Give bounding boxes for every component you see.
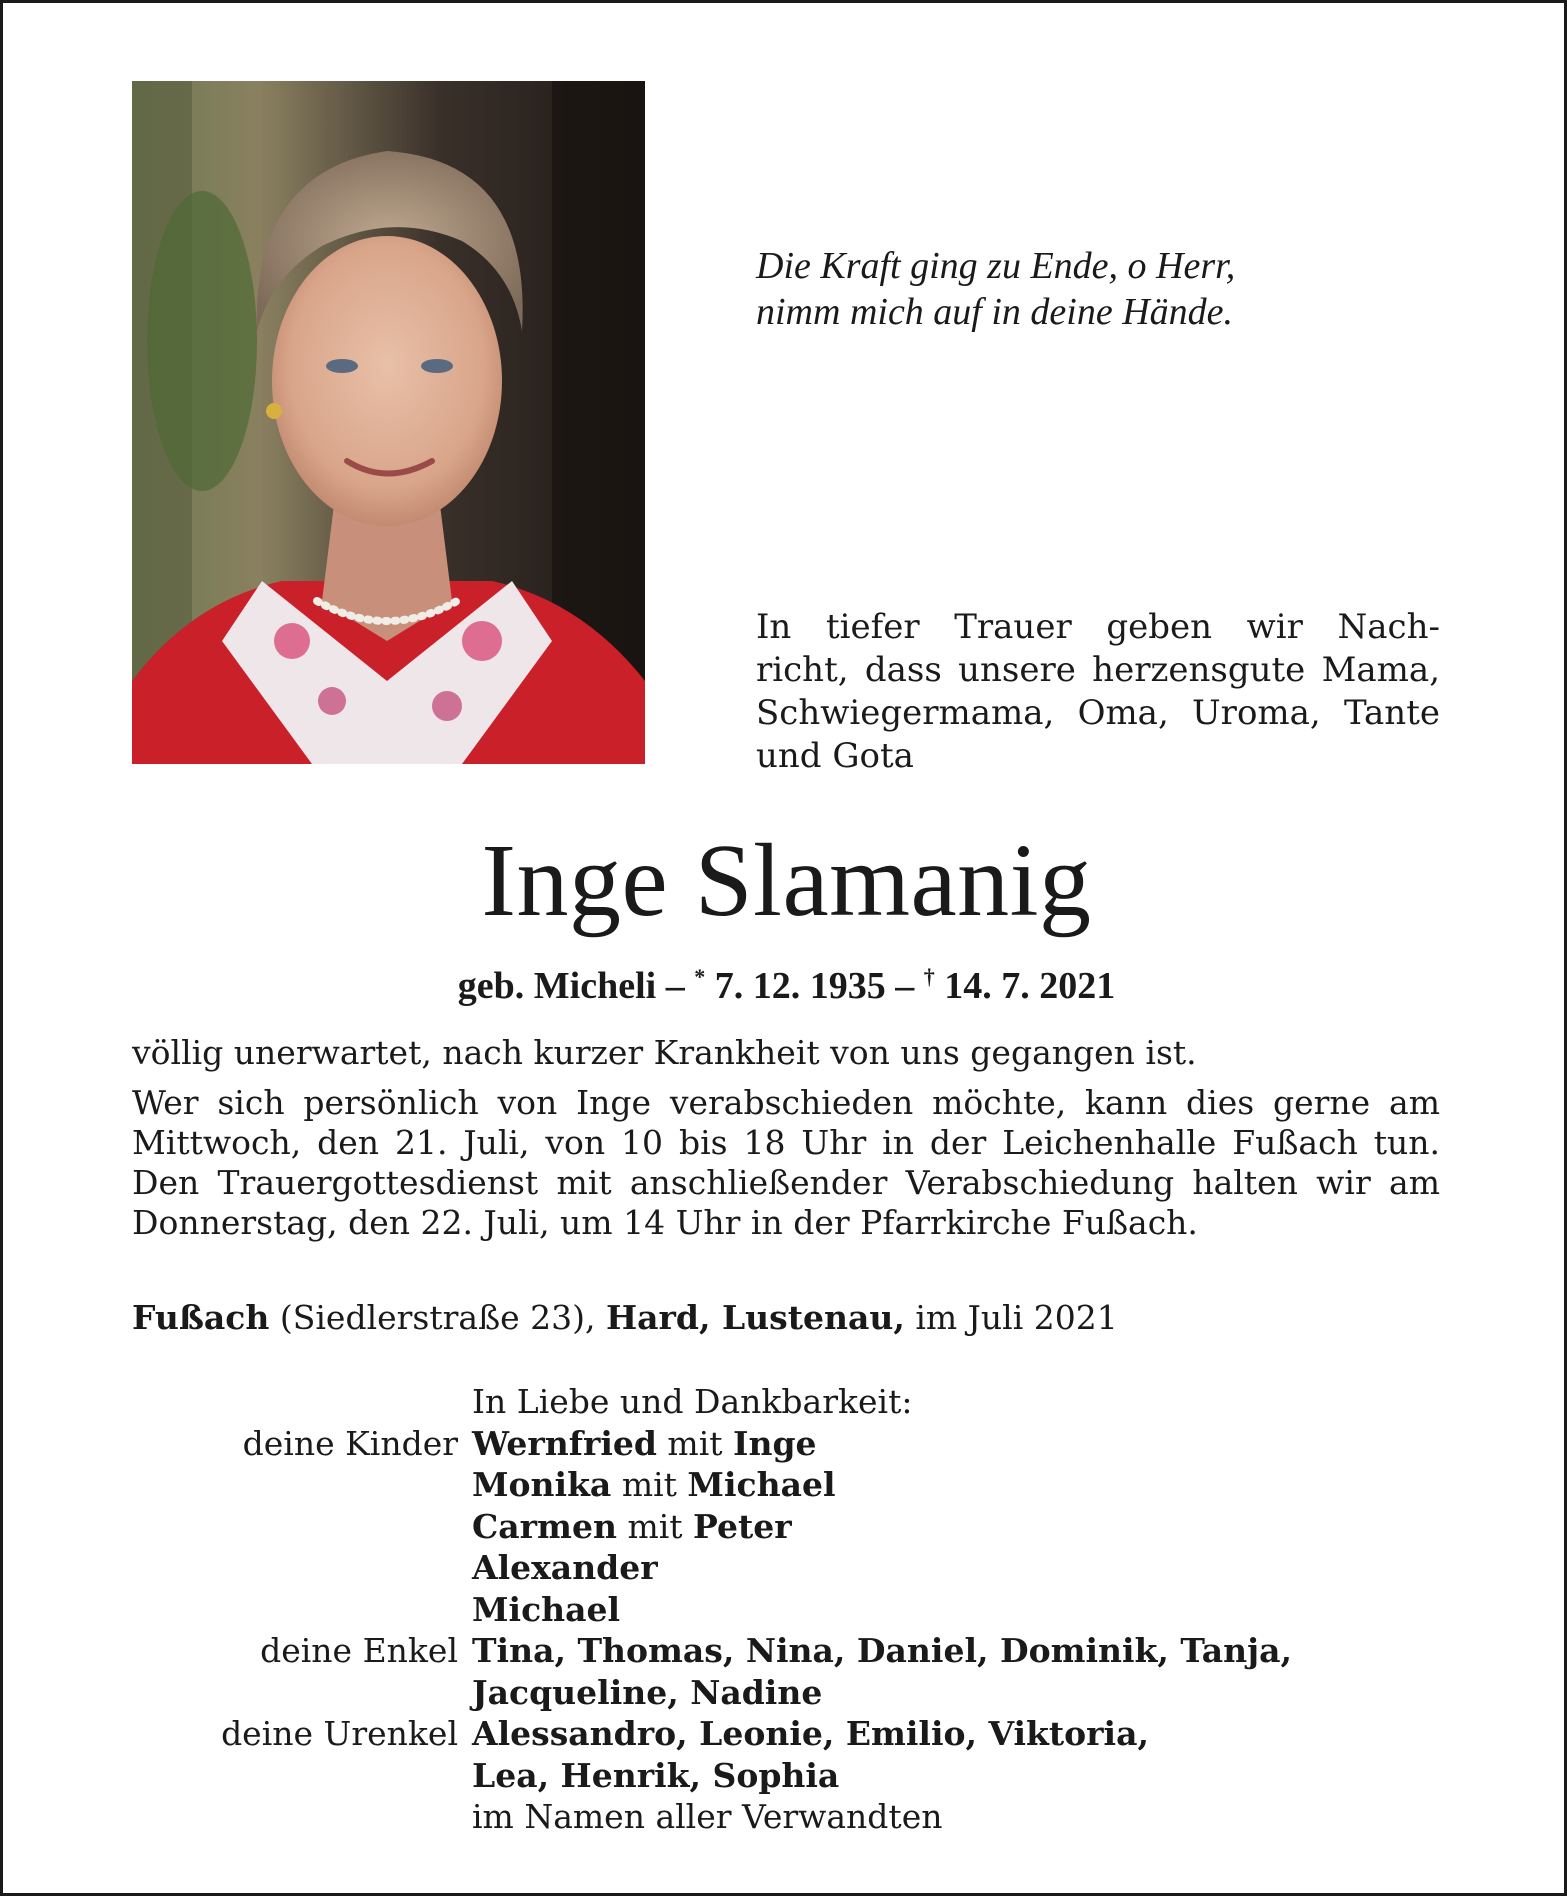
place-date-line <box>132 1298 1432 1338</box>
place-date: im Juli 2021 <box>904 1298 1118 1337</box>
verse-line: nimm mich auf in deine Hände. <box>756 291 1234 333</box>
greatgrandchildren-line: Alessandro, Leonie, Emilio, Viktoria, <box>472 1714 1149 1753</box>
child-entry: Monika mit Michael <box>472 1465 836 1504</box>
body-line: Donnerstag, den 22. Juli, um 14 Uhr in der Pfarrkirche Fußach. <box>132 1203 1198 1242</box>
child-entry: Alexander <box>472 1548 658 1587</box>
portrait-photo <box>132 81 645 764</box>
body-line: Wer sich persönlich von Inge verabschieden möchte, kann dies gerne am <box>132 1083 1440 1122</box>
death-date: 14. 7. 2021 <box>934 965 1116 1007</box>
grandchildren-label: deine Enkel <box>260 1631 458 1670</box>
body-paragraph: völlig unerwartet, nach kurzer Krankheit von uns gegangen ist. <box>132 1033 1197 1072</box>
family-heading: In Liebe und Dankbarkeit: <box>472 1382 913 1421</box>
grandchildren-group <box>132 1630 1442 1713</box>
body-line: Den Trauergottesdienst mit anschließender Verabschiedung halten wir am <box>132 1163 1440 1202</box>
grandchildren-line: Tina, Thomas, Nina, Daniel, Dominik, Tanja, <box>472 1631 1292 1670</box>
family-list <box>132 1381 1442 1838</box>
body-paragraph <box>132 1083 1440 1243</box>
greatgrandchildren-group <box>132 1713 1442 1838</box>
intro-text <box>756 606 1440 778</box>
birth-date: 7. 12. 1935 <box>705 965 886 1007</box>
grandchildren-line: Jacqueline, Nadine <box>472 1672 823 1712</box>
life-dates <box>3 954 1567 1009</box>
place-address: (Siedlerstraße 23), <box>269 1298 606 1337</box>
child-entry: Wernfried mit Inge <box>472 1423 817 1463</box>
place-town: Fußach <box>132 1298 270 1337</box>
verse <box>756 243 1516 335</box>
portrait-image <box>132 81 645 764</box>
child-entry: Carmen mit Peter <box>472 1506 792 1546</box>
dash: – <box>656 965 695 1007</box>
intro-line: richt, dass unsere herzensgute Mama, <box>756 650 1440 690</box>
place-towns: Hard, Lustenau, <box>605 1298 905 1337</box>
child-entry: Michael <box>472 1589 621 1629</box>
announcement-body <box>132 1033 1440 1243</box>
dash: – <box>885 965 924 1007</box>
intro-line: Schwiegermama, Oma, Uroma, Tante <box>756 693 1440 733</box>
children-label: deine Kinder <box>242 1423 458 1463</box>
maiden-name: geb. Micheli <box>457 965 657 1007</box>
children-group <box>132 1423 1442 1631</box>
intro-line: In tiefer Trauer geben wir Nach- <box>756 607 1440 647</box>
closing-line: im Namen aller Verwandten <box>472 1797 943 1836</box>
greatgrandchildren-label: deine Urenkel <box>221 1714 458 1753</box>
verse-line: Die Kraft ging zu Ende, o Herr, <box>756 245 1236 287</box>
body-line: Mittwoch, den 21. Juli, von 10 bis 18 Uhr in der Leichenhalle Fußach tun. <box>132 1123 1440 1162</box>
intro-line: und Gota <box>756 736 914 776</box>
death-symbol: † <box>923 964 935 989</box>
deceased-name: Inge Slamanig <box>481 823 1092 938</box>
greatgrandchildren-line: Lea, Henrik, Sophia <box>472 1755 840 1795</box>
birth-symbol: * <box>694 964 706 989</box>
